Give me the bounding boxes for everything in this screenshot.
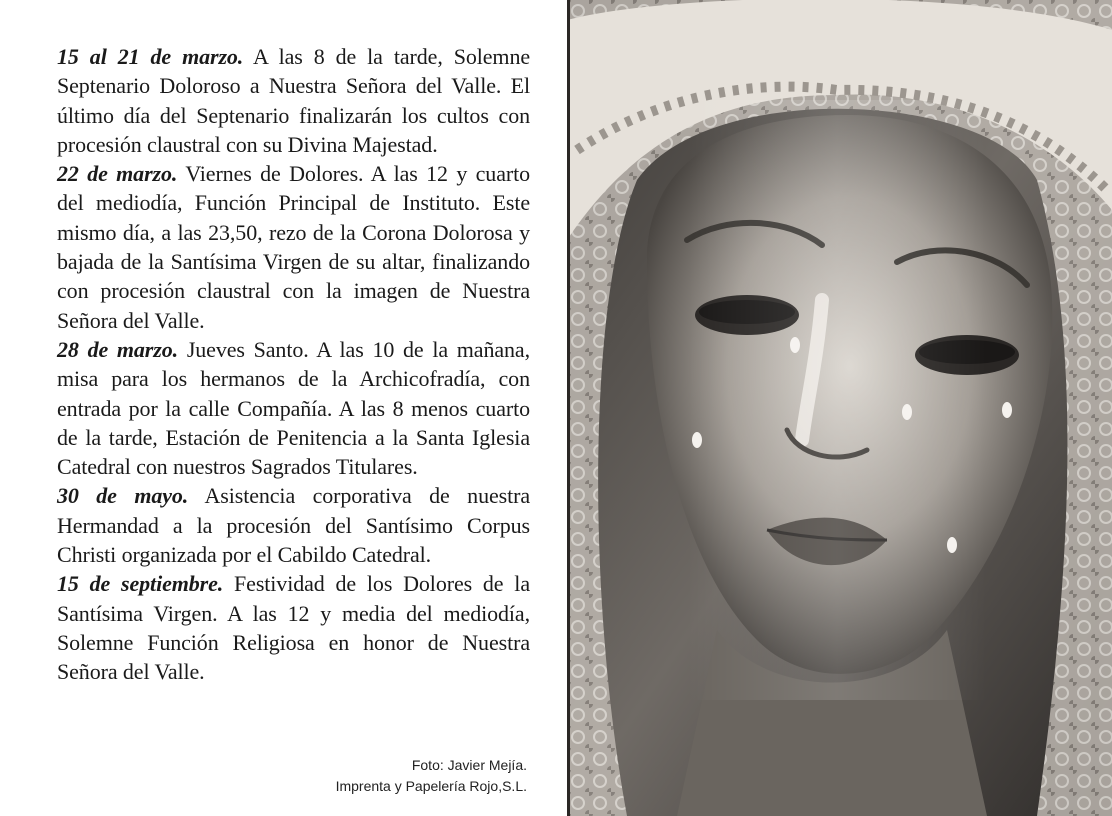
entry-text: A las 8 de la tarde, Solemne Septenario Doloroso a Nuestra Señora del Valle. El último día del Septenario finalizarán los cultos con procesión claustral con su Divina Majestad. [57, 44, 531, 157]
schedule-entry [57, 569, 530, 686]
schedule-text [57, 42, 530, 687]
schedule-entry [57, 481, 530, 569]
entry-text: Asistencia corporativa de nuestra Hermandad a la procesión del Santísimo Corpus Christi organizada por el Cabildo Catedral. [57, 483, 530, 568]
entry-date: 15 de septiembre. [57, 571, 224, 597]
schedule-entry [57, 159, 530, 335]
entry-date: 28 de marzo. [57, 336, 179, 362]
entry-text: Festividad de los Dolores de la Santísima Virgen. A las 12 y media del mediodía, Solemne Función Religiosa en honor de Nuestra Señora del Valle. [57, 571, 530, 685]
schedule-entry [57, 42, 530, 159]
virgin-face-image [567, 0, 1112, 816]
virgin-photo [567, 0, 1112, 816]
entry-text: Jueves Santo. A las 10 de la mañana, misa para los hermanos de la Archicofradía, con entrada por la calle Compañía. A las 8 menos cuarto de la tarde, Estación de Penitencia a la Santa Iglesia Catedral con nuestros Sagrados Titulares. [57, 336, 530, 480]
photo-credit: Foto: Javier Mejía. [411, 757, 527, 773]
credits [336, 755, 527, 797]
printer-credit: Imprenta y Papelería Rojo,S.L. [335, 778, 527, 794]
entry-date: 15 al 21 de marzo. [57, 44, 244, 69]
entry-date: 30 de mayo. [57, 483, 189, 509]
schedule-entry [57, 335, 530, 481]
entry-text: Viernes de Dolores. A las 12 y cuarto del mediodía, Función Principal de Instituto. Este mismo día, a las 23,50, rezo de la Corona Dolorosa y bajada de la Santísima Virgen de su altar, finalizando con procesión claustral con la imagen de Nuestra Señora del Valle. [57, 161, 530, 333]
entry-date: 22 de marzo. [57, 161, 178, 187]
